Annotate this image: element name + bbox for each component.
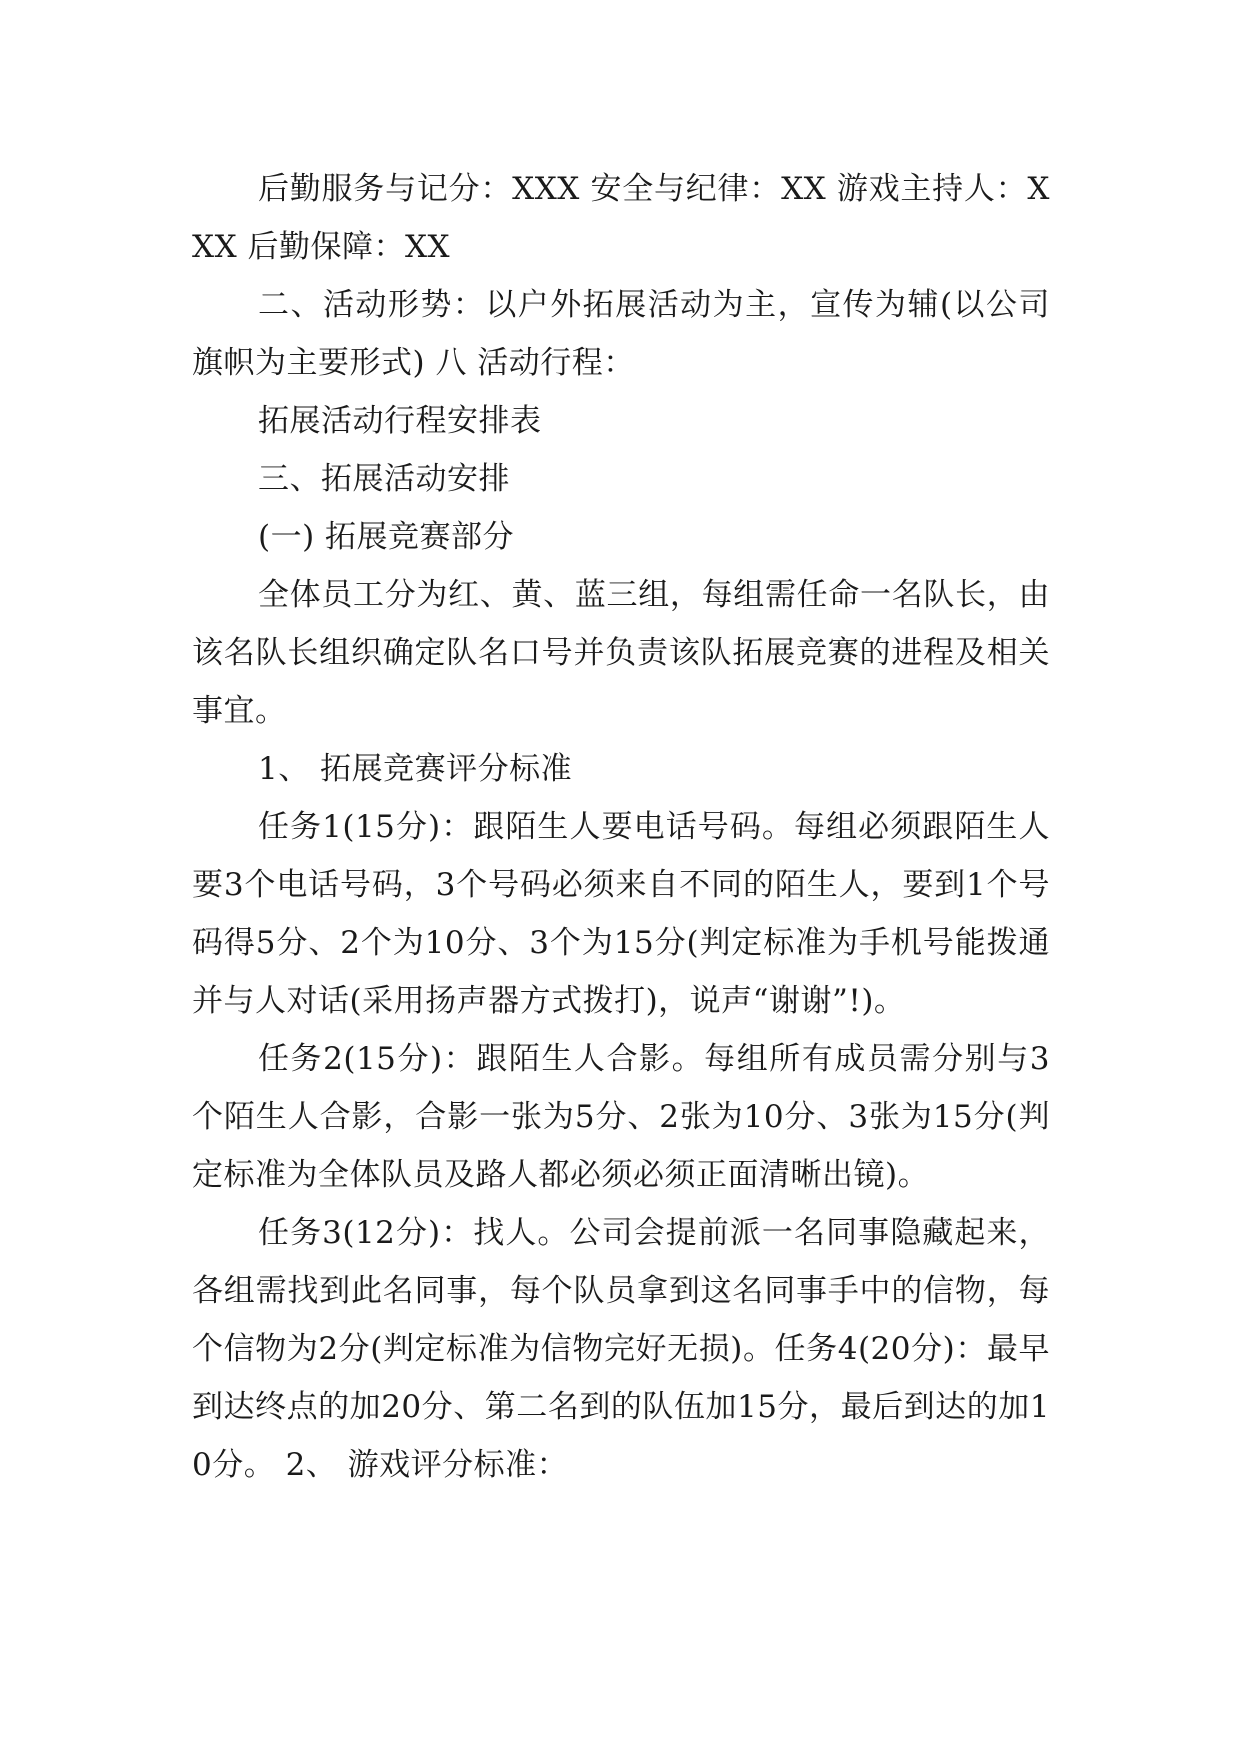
- heading-scoring-standard: 1、 拓展竞赛评分标准: [258, 751, 573, 787]
- paragraph-team-division: 全体员工分为红、黄、蓝三组，每组需任命一名队长，由该名队长组织确定队名口号并负责该队拓展竞赛的进程及相关事宜。: [192, 577, 1050, 729]
- document-body: [192, 160, 1050, 1494]
- paragraph-task-1: 任务1(15分)：跟陌生人要电话号码。每组必须跟陌生人要3个电话号码，3个号码必须来自不同的陌生人，要到1个号码得5分、2个为10分、3个为15分(判定标准为手机号能拨通并与人对话(采用扬声器方式拨打)，说声“谢谢”!)。: [192, 809, 1050, 1019]
- paragraph-task-3-4: 任务3(12分)：找人。公司会提前派一名同事隐藏起来，各组需找到此名同事，每个队员拿到这名同事手中的信物，每个信物为2分(判定标准为信物完好无损)。任务4(20分)：最早到达终点的加20分、第二名到的队伍加15分，最后到达的加10分。 2、 游戏评分标准：: [192, 1215, 1050, 1483]
- heading-activity-arrangement: 三、拓展活动安排: [258, 461, 510, 497]
- paragraph-task-2: 任务2(15分)：跟陌生人合影。每组所有成员需分别与3个陌生人合影，合影一张为5分、2张为10分、3张为15分(判定标准为全体队员及路人都必须必须正面清晰出镜)。: [192, 1041, 1050, 1193]
- paragraph-staff-roles: 后勤服务与记分：XXX 安全与纪律：XX 游戏主持人：XXX 后勤保障：XX: [192, 171, 1050, 265]
- paragraph-schedule-table-title: 拓展活动行程安排表: [258, 403, 542, 439]
- paragraph-activity-form: 二、活动形势：以户外拓展活动为主，宣传为辅(以公司旗帜为主要形式) 八 活动行程：: [192, 287, 1050, 381]
- heading-competition-part: (一) 拓展竞赛部分: [258, 519, 515, 555]
